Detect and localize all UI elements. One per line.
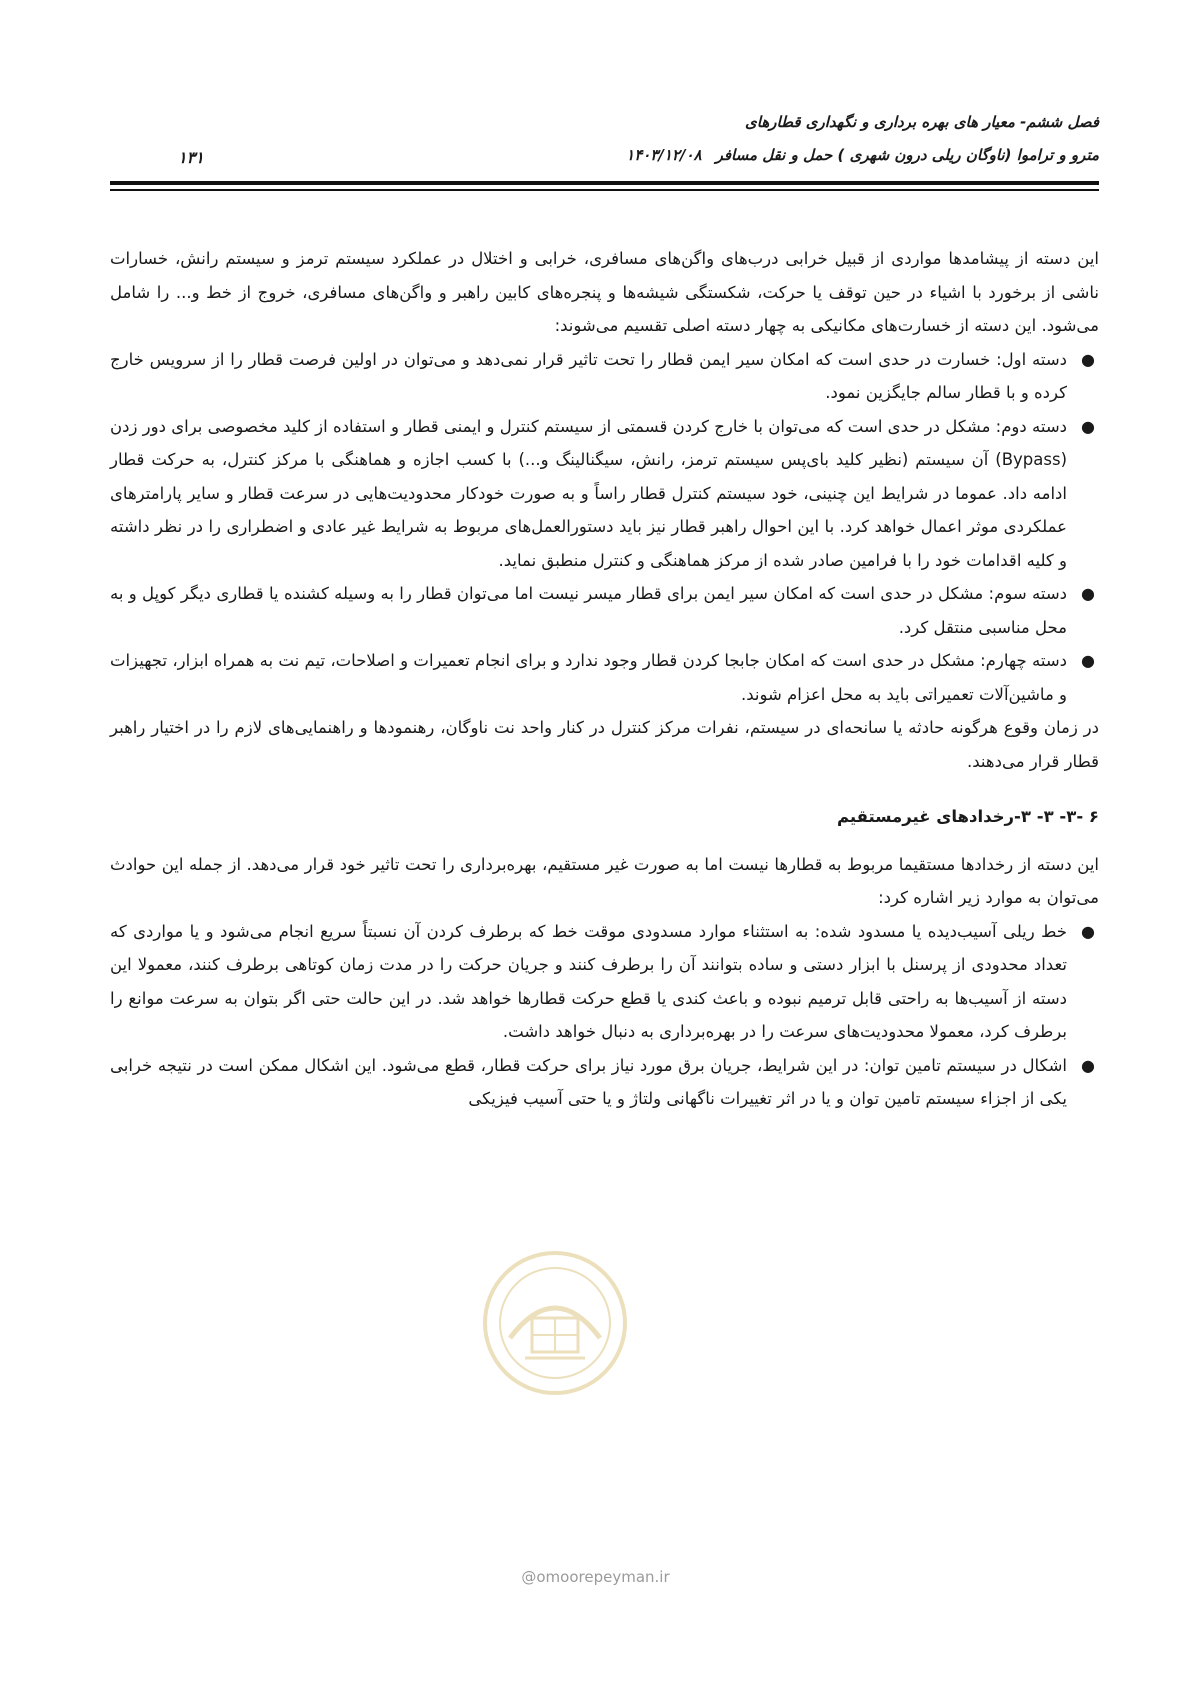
body-text xyxy=(110,242,1099,1116)
list-item-text: دسته اول: خسارت در حدی است که امکان سیر ایمن قطار را تحت تاثیر قرار نمی‌دهد و می‌توان در اولین فرصت قطار را از سرویس خارج کرده و با قطار سالم جایگزین نمود. xyxy=(110,349,1067,402)
header-rule-thick xyxy=(110,181,1099,185)
bullet-icon: ● xyxy=(1081,349,1095,369)
list-item-text: دسته چهارم: مشکل در حدی است که امکان جابجا کردن قطار وجود ندارد و برای انجام تعمیرات و اصلاحات، تیم نت به همراه ابزار، تجهیزات و ماشین‌آلات تعمیراتی باید به محل اعزام شوند. xyxy=(110,651,1067,704)
bullet-icon: ● xyxy=(1081,651,1095,670)
control-center-paragraph: در زمان وقوع هرگونه حادثه یا سانحه‌ای در سیستم، نفرات مرکز کنترل در کنار واحد نت ناوگان، رهنمودها و راهنمایی‌های لازم را در اختیار راهبر قطار قرار می‌دهند. xyxy=(110,718,1099,771)
list-item xyxy=(110,644,1099,711)
damage-categories-list xyxy=(110,343,1099,712)
list-item-text: دسته دوم: مشکل در حدی است که می‌توان با خارج کردن قسمتی از سیستم کنترل و ایمنی قطار و استفاده از کلید مخصوصی برای دور زدن (Bypass) آن سیستم (نظیر کلید بای‌پس سیستم ترمز، رانش، سیگنالینگ و...) با کسب اجازه و هماهنگی با مرکز کنترل، به حرکت قطار ادامه داد. عموما در شرایط این چنینی، خود سیستم کنترل قطار راساً و به صورت خودکار محدودیت‌هایی در سرعت قطار و سایر پارامترهای عملکردی موثر اعمال خواهد کرد. با این احوال راهبر قطار نیز باید دستورالعمل‌های مربوط به شرایط غیر عادی و اضطراری را در نظر داشته و کلیه اقدامات خود را با فرامین صادر شده از مرکز هماهنگی و کنترل منطبق نماید. xyxy=(110,416,1067,570)
list-item xyxy=(110,343,1099,410)
watermark-site: @omoorepeyman.ir xyxy=(521,1568,670,1586)
list-item xyxy=(110,1049,1099,1116)
header-subtitle-text: مترو و تراموا (ناوگان ریلی درون شهری ) حمل و نقل مسافر xyxy=(715,146,1099,164)
list-item xyxy=(110,577,1099,644)
header-chapter-title: فصل ششم- معیار های بهره برداری و نگهداری قطارهای xyxy=(745,113,1099,131)
page-number: ۱۳۱ xyxy=(178,148,204,167)
bullet-icon: ● xyxy=(1081,584,1095,603)
bullet-icon: ● xyxy=(1081,921,1095,941)
list-item-text: اشکال در سیستم تامین توان: در این شرایط، جریان برق مورد نیاز برای حرکت قطار، قطع می‌شود. این اشکال ممکن است در نتیجه خرابی یکی از اجزاء سیستم تامین توان و یا در اثر تغییرات ناگهانی ولتاژ و یا حتی آسیب فیزیکی xyxy=(110,1055,1067,1108)
header-date: ۱۴۰۳/۱۲/۰۸ xyxy=(626,146,702,164)
section-heading: ۶ -۳- ۳- ۳-رخدادهای غیرمستقیم xyxy=(836,807,1099,826)
list-item xyxy=(110,915,1099,1049)
indirect-events-list xyxy=(110,915,1099,1116)
list-item-text: دسته سوم: مشکل در حدی است که امکان سیر ایمن برای قطار میسر نیست اما می‌توان قطار را به وسیله کشنده یا قطاری دیگر کوپل و به محل مناسبی منتقل کرد. xyxy=(110,584,1067,637)
list-item-text: خط ریلی آسیب‌دیده یا مسدود شده: به استثناء موارد مسدودی موقت خط که برطرف کردن آن نسبتاً سریع انجام می‌شود و یا مواردی که تعداد محدودی از پرسنل با ابزار دستی و ساده بتوانند آن را برطرف کنند و جریان حرکت را در مدت زمان کوتاهی برطرف کنند، معمولا این دسته از آسیب‌ها به راحتی قابل ترمیم نبوده و باعث کندی یا قطع حرکت قطارها خواهد شد. در این حالت حتی اگر بتوان به سرعت موانع را برطرف کرد، معمولا محدودیت‌های سرعت را در بهره‌برداری به دنبال خواهد داشت. xyxy=(110,921,1067,1041)
list-item xyxy=(110,410,1099,578)
intro-paragraph: این دسته از پیشامدها مواردی از قبیل خرابی درب‌های واگن‌های مسافری، خرابی و اختلال در عملکرد سیستم ترمز و سیستم رانش، خسارات ناشی از برخورد با اشیاء در حین توقف یا حرکت، شکستگی شیشه‌ها و پنجره‌های کابین راهبر و واگن‌های مسافری، خروج از خط و... را شامل می‌شود. این دسته از خسارت‌های مکانیکی به چهار دسته اصلی تقسیم می‌شوند: xyxy=(110,249,1099,335)
bullet-icon: ● xyxy=(1081,416,1095,436)
bullet-icon: ● xyxy=(1081,1055,1095,1075)
indirect-events-paragraph: این دسته از رخدادها مستقیما مربوط به قطارها نیست اما به صورت غیر مستقیم، بهره‌برداری را تحت تاثیر خود قرار می‌دهد. از جمله این حوادث می‌توان به موارد زیر اشاره کرد: xyxy=(110,854,1099,907)
watermark-logo-icon xyxy=(470,1238,640,1408)
header-rule-thin xyxy=(110,189,1099,191)
header-subtitle xyxy=(626,146,1099,164)
